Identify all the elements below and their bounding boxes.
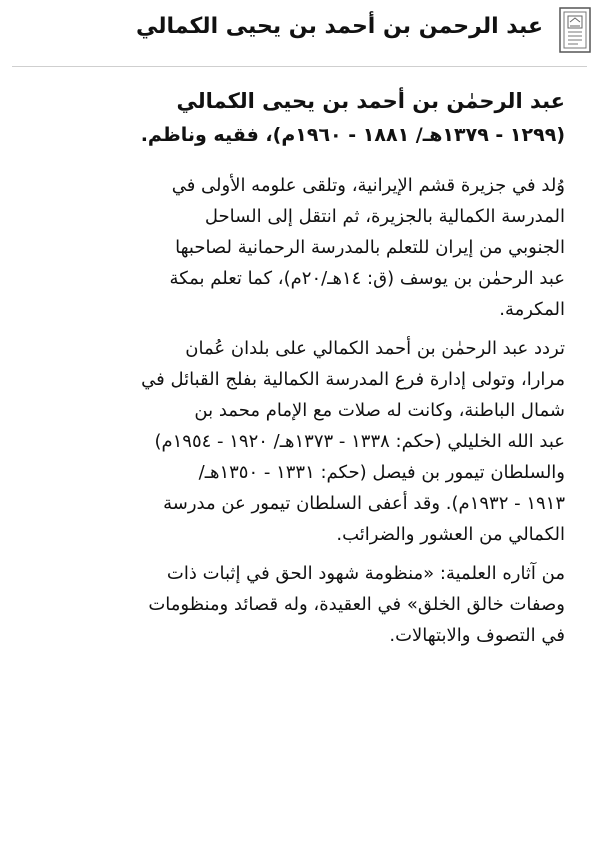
text-line: في التصوف والابتهالات.	[389, 625, 565, 646]
text-line: من آثاره العلمية: «منظومة شهود الحق في إثبات ذات	[166, 563, 565, 584]
text-line: وُلد في جزيرة قشم الإيرانية، وتلقى علومه الأولى في	[171, 175, 565, 196]
text-line: وصفات خالق الخلق» في العقيدة، وله قصائد ومنظومات	[148, 594, 565, 615]
text-line: المدرسة الكمالية بالجزيرة، ثم انتقل إلى الساحل	[204, 206, 565, 227]
page-header	[0, 0, 599, 72]
manuscript-seal-icon	[559, 7, 591, 53]
entry-name: عبد الرحمٰن بن أحمد بن يحيى الكمالي	[176, 89, 565, 113]
text-line: عبد الرحمٰن بن يوسف (ق: ١٤هـ/٢٠م)، كما تعلم بمكة	[169, 268, 565, 289]
header-divider	[12, 66, 587, 67]
page-title: عبد الرحمن بن أحمد بن يحيى الكمالي	[135, 14, 543, 39]
text-line: تردد عبد الرحمٰن بن أحمد الكمالي على بلدان عُمان	[185, 338, 565, 359]
text-line: عبد الله الخليلي (حكم: ١٣٣٨ - ١٣٧٣هـ/ ١٩٢٠ - ١٩٥٤م)	[154, 431, 565, 452]
text-line: الكمالي من العشور والضرائب.	[336, 524, 565, 545]
entry-body	[24, 84, 565, 659]
paragraph-works	[24, 558, 565, 651]
entry-dates: (١٢٩٩ - ١٣٧٩هـ/ ١٨٨١ - ١٩٦٠م)، فقيه وناظم.	[140, 124, 565, 146]
text-line: والسلطان تيمور بن فيصل (حكم: ١٣٣١ - ١٣٥٠هـ/	[198, 462, 565, 483]
text-line: مرارا، وتولى إدارة فرع المدرسة الكمالية بفلج القبائل في	[141, 369, 565, 390]
text-line: المكرمة.	[499, 299, 565, 320]
text-line: شمال الباطنة، وكانت له صلات مع الإمام محمد بن	[194, 400, 565, 421]
paragraph-birth-education	[24, 170, 565, 325]
text-line: ١٩١٣ - ١٩٣٢م). وقد أعفى السلطان تيمور عن مدرسة	[163, 493, 565, 514]
text-line: الجنوبي من إيران للتعلم بالمدرسة الرحمانية لصاحبها	[175, 237, 565, 258]
paragraph-oman-activity	[24, 333, 565, 550]
